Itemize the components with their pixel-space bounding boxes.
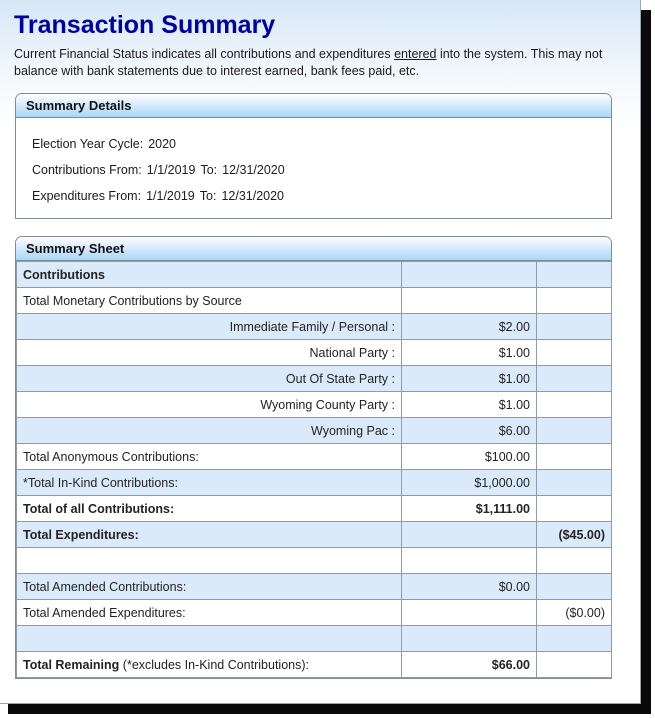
row-neg (537, 444, 612, 470)
table-row (17, 470, 612, 496)
row-amount: $0.00 (402, 574, 537, 600)
table-row (17, 392, 612, 418)
table-row (17, 600, 612, 626)
table-row (17, 366, 612, 392)
table-row (17, 444, 612, 470)
detail-value-contributions-to: 12/31/2020 (222, 163, 285, 177)
section-neg-blank (537, 262, 612, 288)
row-label (17, 652, 402, 678)
table-row (17, 288, 612, 314)
intro-text-after: into the system. This may not balance with bank statements due to interest earned, bank fees paid, etc. (14, 47, 603, 78)
detail-value-contributions-from: 1/1/2019 (146, 163, 196, 177)
row-amount: $6.00 (402, 418, 537, 444)
summary-details-rows (16, 118, 611, 209)
row-amount: $1,000.00 (402, 470, 537, 496)
row-label: National Party : (17, 340, 402, 366)
row-amount (402, 522, 537, 548)
row-amount: $1,111.00 (402, 496, 537, 522)
table-row-total-expenditures (17, 522, 612, 548)
row-amount (402, 288, 537, 314)
row-label: Wyoming County Party : (17, 392, 402, 418)
row-amount (402, 626, 537, 652)
row-neg (537, 548, 612, 574)
row-neg (537, 652, 612, 678)
table-row (17, 574, 612, 600)
intro-text-before: Current Financial Status indicates all contributions and expenditures (14, 47, 395, 61)
row-label: Total Anonymous Contributions: (17, 444, 402, 470)
row-label: Immediate Family / Personal : (17, 314, 402, 340)
row-amount: $2.00 (402, 314, 537, 340)
row-neg (537, 340, 612, 366)
row-neg (537, 626, 612, 652)
row-neg (537, 496, 612, 522)
row-label: Total Amended Expenditures: (17, 600, 402, 626)
section-title-contributions: Contributions (17, 262, 402, 288)
table-row-section-contributions (17, 262, 612, 288)
detail-label-election-year: Election Year Cycle: (32, 137, 144, 151)
detail-row-expenditures-range (32, 183, 611, 209)
detail-value-expenditures-to: 12/31/2020 (221, 189, 284, 203)
detail-row-contributions-range (32, 157, 611, 183)
intro-paragraph (0, 40, 640, 80)
detail-row-election-year (32, 131, 611, 157)
row-label: Total Monetary Contributions by Source (17, 288, 402, 314)
row-amount: $1.00 (402, 340, 537, 366)
row-amount: $66.00 (402, 652, 537, 678)
row-label (17, 626, 402, 652)
detail-label-contributions-from: Contributions From: (32, 163, 142, 177)
row-neg (537, 288, 612, 314)
row-label: Total of all Contributions: (17, 496, 402, 522)
table-row-total-remaining (17, 652, 612, 678)
table-row-spacer (17, 626, 612, 652)
summary-details-panel (15, 93, 612, 219)
summary-sheet-header: Summary Sheet (16, 237, 611, 261)
row-label (17, 548, 402, 574)
row-label-note: (*excludes In-Kind Contributions): (119, 657, 309, 672)
table-row (17, 418, 612, 444)
window-shadow-bottom (8, 704, 651, 714)
row-neg (537, 366, 612, 392)
summary-sheet-panel (15, 236, 612, 679)
detail-label-expenditures-from: Expenditures From: (32, 189, 142, 203)
row-neg (537, 418, 612, 444)
row-label: Wyoming Pac : (17, 418, 402, 444)
table-row (17, 340, 612, 366)
row-label: Total Amended Contributions: (17, 574, 402, 600)
page-title: Transaction Summary (14, 11, 276, 39)
summary-details-header: Summary Details (16, 94, 611, 118)
row-neg (537, 392, 612, 418)
row-amount (402, 600, 537, 626)
row-amount: $1.00 (402, 392, 537, 418)
window-corner-top-right (641, 0, 651, 10)
summary-sheet-table (16, 261, 612, 678)
row-neg (537, 574, 612, 600)
row-label-strong: Total Remaining (23, 657, 120, 672)
detail-label-contributions-to: To: (200, 163, 218, 177)
intro-emphasis-entered: entered (394, 47, 437, 61)
section-amount-blank (402, 262, 537, 288)
table-row (17, 314, 612, 340)
table-row-spacer (17, 548, 612, 574)
row-label: Total Expenditures: (17, 522, 402, 548)
row-neg: ($45.00) (537, 522, 612, 548)
window-shadow-right (641, 8, 651, 710)
row-neg (537, 470, 612, 496)
row-label: *Total In-Kind Contributions: (17, 470, 402, 496)
row-neg: ($0.00) (537, 600, 612, 626)
row-amount: $100.00 (402, 444, 537, 470)
row-amount: $1.00 (402, 366, 537, 392)
detail-value-expenditures-from: 1/1/2019 (146, 189, 195, 203)
table-row-total-contributions (17, 496, 612, 522)
row-amount (402, 548, 537, 574)
detail-value-election-year: 2020 (148, 137, 176, 151)
row-label: Out Of State Party : (17, 366, 402, 392)
detail-label-expenditures-to: To: (199, 189, 217, 203)
row-neg (537, 314, 612, 340)
